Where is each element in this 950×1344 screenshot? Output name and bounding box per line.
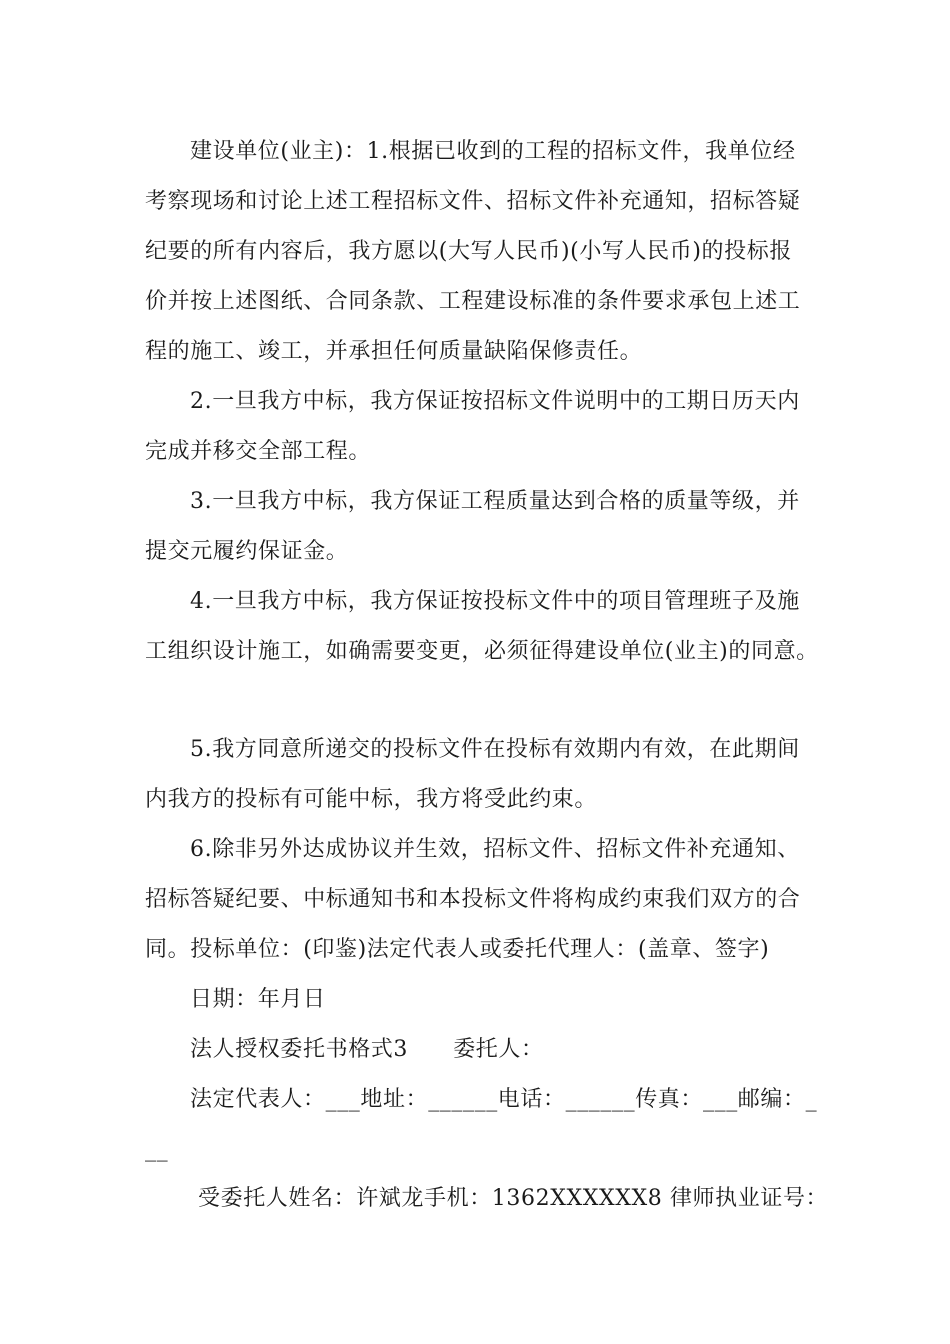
paragraph-2-line-2: 完成并移交全部工程。 [145,439,372,464]
paragraph-3-line-2: 提交元履约保证金。 [145,539,349,564]
paragraph-6-line-3: 同。投标单位：(印鉴)法定代表人或委托代理人：(盖章、签字) [145,937,770,962]
paragraph-5-line-2: 内我方的投标有可能中标，我方将受此约束。 [145,787,598,812]
paragraph-5-line-1: 5.我方同意所递交的投标文件在投标有效期内有效，在此期间 [190,737,800,762]
paragraph-1-line-3: 纪要的所有内容后，我方愿以(大写人民币)(小写人民币)的投标报 [145,239,792,264]
paragraph-1-line-5: 程的施工、竣工，并承担任何质量缺陷保修责任。 [145,339,643,364]
paragraph-1-line-2: 考察现场和讨论上述工程招标文件、招标文件补充通知，招标答疑 [145,189,801,214]
paragraph-4-line-1: 4.一旦我方中标，我方保证按投标文件中的项目管理班子及施 [190,589,800,614]
paragraph-3-line-1: 3.一旦我方中标，我方保证工程质量达到合格的质量等级，并 [190,489,800,514]
paragraph-6-line-1: 6.除非另外达成协议并生效，招标文件、招标文件补充通知、 [190,837,800,862]
authorization-title-line: 法人授权委托书格式3 委托人： [190,1037,544,1062]
postal-code-continuation: __ [145,1137,169,1162]
paragraph-6-line-2: 招标答疑纪要、中标通知书和本投标文件将构成约束我们双方的合 [145,887,801,912]
legal-representative-line: 法定代表人：___地址：______电话：______传真：___邮编：_ [190,1087,818,1112]
paragraph-1-line-1: 建设单位(业主)：1.根据已收到的工程的招标文件，我单位经 [190,139,796,164]
paragraph-2-line-1: 2.一旦我方中标，我方保证按招标文件说明中的工期日历天内 [190,389,800,414]
date-line: 日期：年月日 [190,987,326,1012]
paragraph-1-line-4: 价并按上述图纸、合同条款、工程建设标准的条件要求承包上述工 [145,289,801,314]
trustee-info-line: 受委托人姓名：许斌龙手机：1362XXXXXX8 律师执业证号： [198,1186,829,1211]
paragraph-4-line-2: 工组织设计施工，如确需要变更，必须征得建设单位(业主)的同意。 [145,639,819,664]
